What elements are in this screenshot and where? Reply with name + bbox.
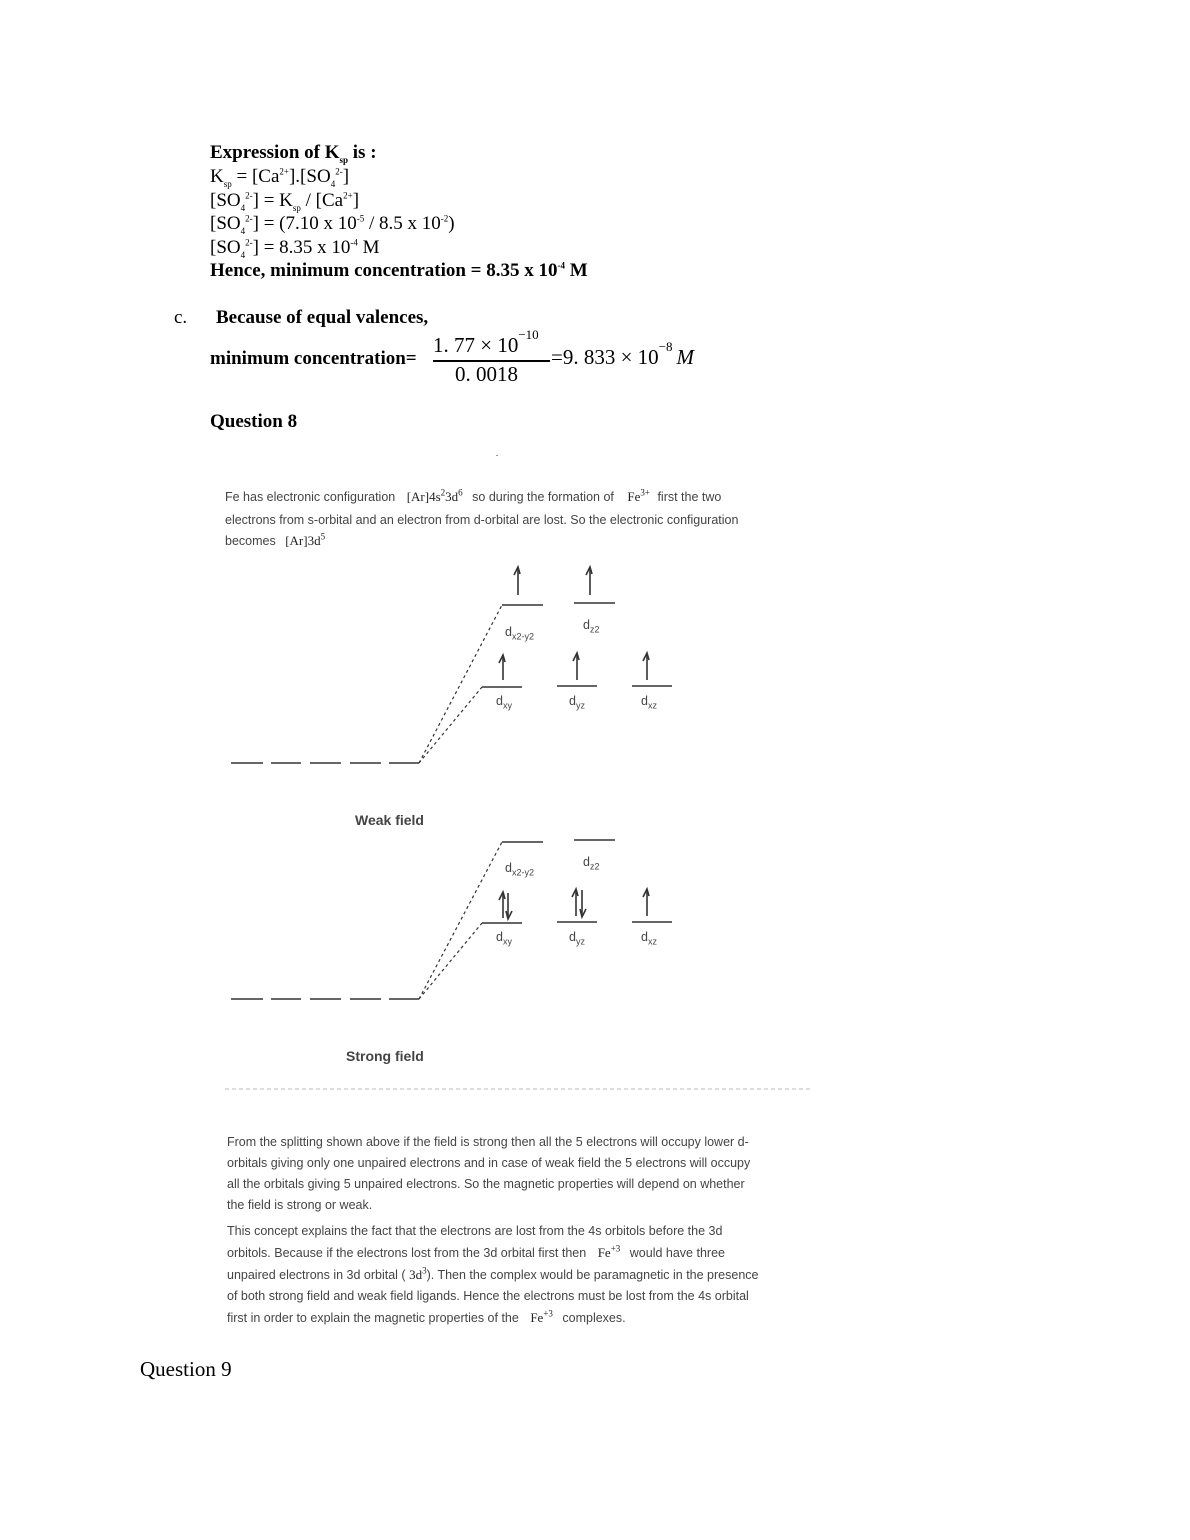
explanation-2-line-3: unpaired electrons in 3d orbital ( $3d^3$). Then the complex would be paramagnetic in the presence [227,1265,759,1282]
ksp-equation-1: $K_{sp} = [Ca^{2+}].[SO_4^{2-}]$ [210,166,350,189]
intro-line-3: becomes $[Ar]3d^5$ [225,531,326,548]
explanation-paragraph-1 [227,1132,750,1216]
intro-line-2: electrons from s-orbital and an electron from d-orbital are lost. So the electronic configuration [225,513,739,527]
explanation-1-line-3: all the orbitals giving 5 unpaired electrons. So the magnetic properties will depend on whether [227,1177,745,1191]
strong-connector-eg [419,842,502,999]
ksp-equation-2: $[SO_4^{2-}] = K_{sp} / [Ca^{2+}]$ [210,190,360,213]
strong-label-dyz: $d_{yz}$ [569,930,585,947]
weak-label-dxy: $d_{xy}$ [496,694,512,711]
explanation-2-line-5: first in order to explain the magnetic properties of the $Fe^{+3}$ complexes. [227,1308,626,1325]
weak-arrows [499,567,649,680]
explanation-1-line-4: the field is strong or weak. [227,1198,373,1212]
strong-label-dxy: $d_{xy}$ [496,930,512,947]
fraction-numerator: 1. $77 \times 10^{-10}$ [433,326,539,357]
strong-arrows [499,889,649,919]
strong-label-dz2: $d_{z2}$ [583,855,600,872]
weak-label-dx2y2: $d_{x2-y2}$ [505,625,534,642]
strong-label-dx2y2: $d_{x2-y2}$ [505,861,534,878]
question-9-title: Question 9 [140,1357,232,1381]
ksp-result: Hence, minimum concentration = 8.35 x $10^{-4}$ M [210,260,588,281]
explanation-1-line-2: orbitals giving only one unpaired electrons and in case of weak field the 5 electrons will occupy [227,1156,751,1170]
weak-label-dz2: $d_{z2}$ [583,618,600,635]
weak-connector-t2g [419,687,482,763]
strong-connector-t2g [419,923,482,999]
ksp-equation-3: $[SO_4^{2-}] = (7.10$ x $10^{-5} / 8.5$ x $10^{-2}$) [210,213,455,236]
explanation-2-line-2: orbitols. Because if the electrons lost from the 3d orbital first then $Fe^{+3}$ would have three [227,1243,725,1260]
min-conc-label: minimum concentration= [210,348,417,369]
weak-field-label: Weak field [355,812,424,828]
weak-label-dxz: $d_{xz}$ [641,694,657,711]
strong-field-label: Strong field [346,1048,424,1064]
question-8-title: Question 8 [210,411,298,432]
weak-label-dyz: $d_{yz}$ [569,694,585,711]
ksp-equation-4: $[SO_4^{2-}] = 8.35$ x $10^{-4}$ M [210,237,380,260]
explanation-2-line-4: of both strong field and weak field ligands. Hence the electrons must be lost from the 4s orbital [227,1289,749,1303]
weak-connector-eg [419,605,502,763]
intro-line-1: Fe has electronic configuration $[Ar]4s^23d^6$ so during the formation of $Fe^{3+}$ first the two [225,487,722,504]
strong-label-dxz: $d_{xz}$ [641,930,657,947]
explanation-paragraph-2 [227,1221,758,1329]
fraction-result: =9. $833 \times 10^{-8}$ M [551,338,695,369]
part-c-heading: Because of equal valences, [216,307,429,328]
part-c-marker: c. [174,307,188,328]
fraction-denominator: 0. 0018 [455,362,518,386]
explanation-2-line-1: This concept explains the fact that the electrons are lost from the 4s orbitols before the 3d [227,1224,723,1238]
explanation-1-line-1: From the splitting shown above if the field is strong then all the 5 electrons will occupy lower d- [227,1135,749,1149]
ksp-heading: Expression of $K_{sp}$ is : [210,142,377,165]
